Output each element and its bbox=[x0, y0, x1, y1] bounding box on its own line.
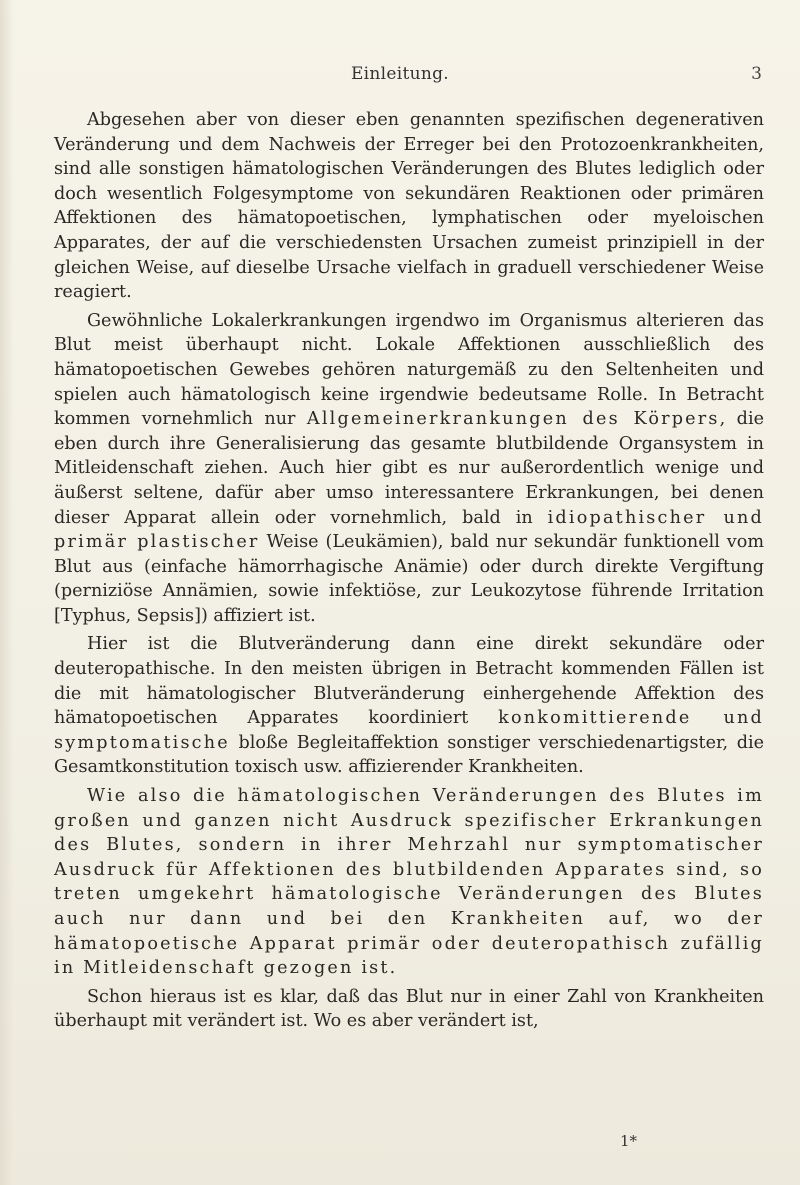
paragraph-text: Weise (Leukämien), bald nur sekundär funktionell vom Blut aus (einfache hämorrhagische Anämie) oder durch direkte Vergiftung (perniziöse Annämien, sowie infektiöse, zur Leukozytose führende Irritation [Typhus, Sepsis]) affiziert ist. bbox=[54, 532, 765, 626]
spaced-emphasis-text: konkomittierende und symptomatische bbox=[54, 708, 764, 753]
paragraph-text: Gewöhnliche Lokalerkrankungen irgendwo im Organismus alterieren das Blut meist überhaupt nicht. Lokale Affektionen ausschließlich des hämatopoetischen Gewebes gehören naturgemäß zu den Seltenheiten und spielen auch hämatologisch keine irgendwie bedeutsame Rolle. In Betracht kommen vornehmlich nur bbox=[54, 310, 764, 430]
signature-mark: 1* bbox=[620, 1132, 638, 1150]
paragraph bbox=[54, 632, 764, 780]
paragraph-text: Schon hieraus ist es klar, daß das Blut nur in einer Zahl von Krankheiten überhaupt mit verändert ist. Wo es aber verändert ist, bbox=[54, 986, 764, 1032]
spaced-emphasis-text: idiopathischer und primär plastischer bbox=[54, 507, 765, 553]
running-title: Einleitung. bbox=[350, 64, 450, 84]
body-text bbox=[54, 108, 764, 1034]
paragraph-text: bloße Begleitaffektion sonstiger verschiedenartigster, die Gesamtkonstitution toxisch usw. affizierender Krankheiten. bbox=[54, 732, 764, 778]
paragraph-text: Abgesehen aber von dieser eben genannten spezifischen degenerativen Veränderung und dem Nachweis der Erreger bei den Protozoenkrankheiten, sind alle sonstigen hämatologischen Veränderungen des Blutes lediglich oder doch wesentlich Folgesymptome von sekundären Reaktionen oder primären Affektionen des hämatopoetischen, lymphatischen oder myeloischen Apparates, der auf die verschiedensten Ursachen zumeist prinzipiell in der gleichen Weise, auf dieselbe Ursache vielfach in graduell verschiedener Weise reagiert. bbox=[54, 110, 764, 303]
page-gutter-shadow bbox=[0, 0, 14, 1185]
page-header bbox=[0, 64, 800, 90]
paragraph bbox=[54, 309, 764, 629]
paragraph bbox=[54, 784, 764, 981]
page-number: 3 bbox=[751, 64, 762, 84]
paragraph-text: Hier ist die Blutveränderung dann eine direkt sekundäre oder deuteropathische. In den meisten übrigen in Betracht kommenden Fällen ist die mit hämatologischer Blutveränderung einhergehende Affektion des hämatopoetischen Apparates koordiniert bbox=[54, 634, 764, 729]
paragraph bbox=[54, 108, 764, 305]
spaced-emphasis-text: Allgemeinerkrankungen des Körpers bbox=[306, 409, 720, 430]
spaced-emphasis-text: Wie also die hämatologischen Veränderungen des Blutes im großen und ganzen nicht Ausdruck spezifischer Erkrankungen des Blutes, sondern in ihrer Mehrzahl nur symptomatischer Ausdruck für Affektionen des blutbildenden Apparates sind, so treten umgekehrt hämatologische Veränderungen des Blutes auch nur dann und bei den Krankheiten auf, wo der hämatopoetische Apparat primär oder deuteropathisch zufällig in Mitleidenschaft gezogen ist. bbox=[54, 786, 764, 979]
paragraph bbox=[54, 985, 764, 1034]
paragraph-text: , die eben durch ihre Generalisierung das gesamte blutbildende Organsystem in Mitleidenschaft ziehen. Auch hier gibt es nur außerordentlich wenige und äußerst seltene, dafür aber umso interessantere Erkrankungen, bei denen dieser Apparat allein oder vornehmlich, bald in bbox=[54, 409, 764, 528]
